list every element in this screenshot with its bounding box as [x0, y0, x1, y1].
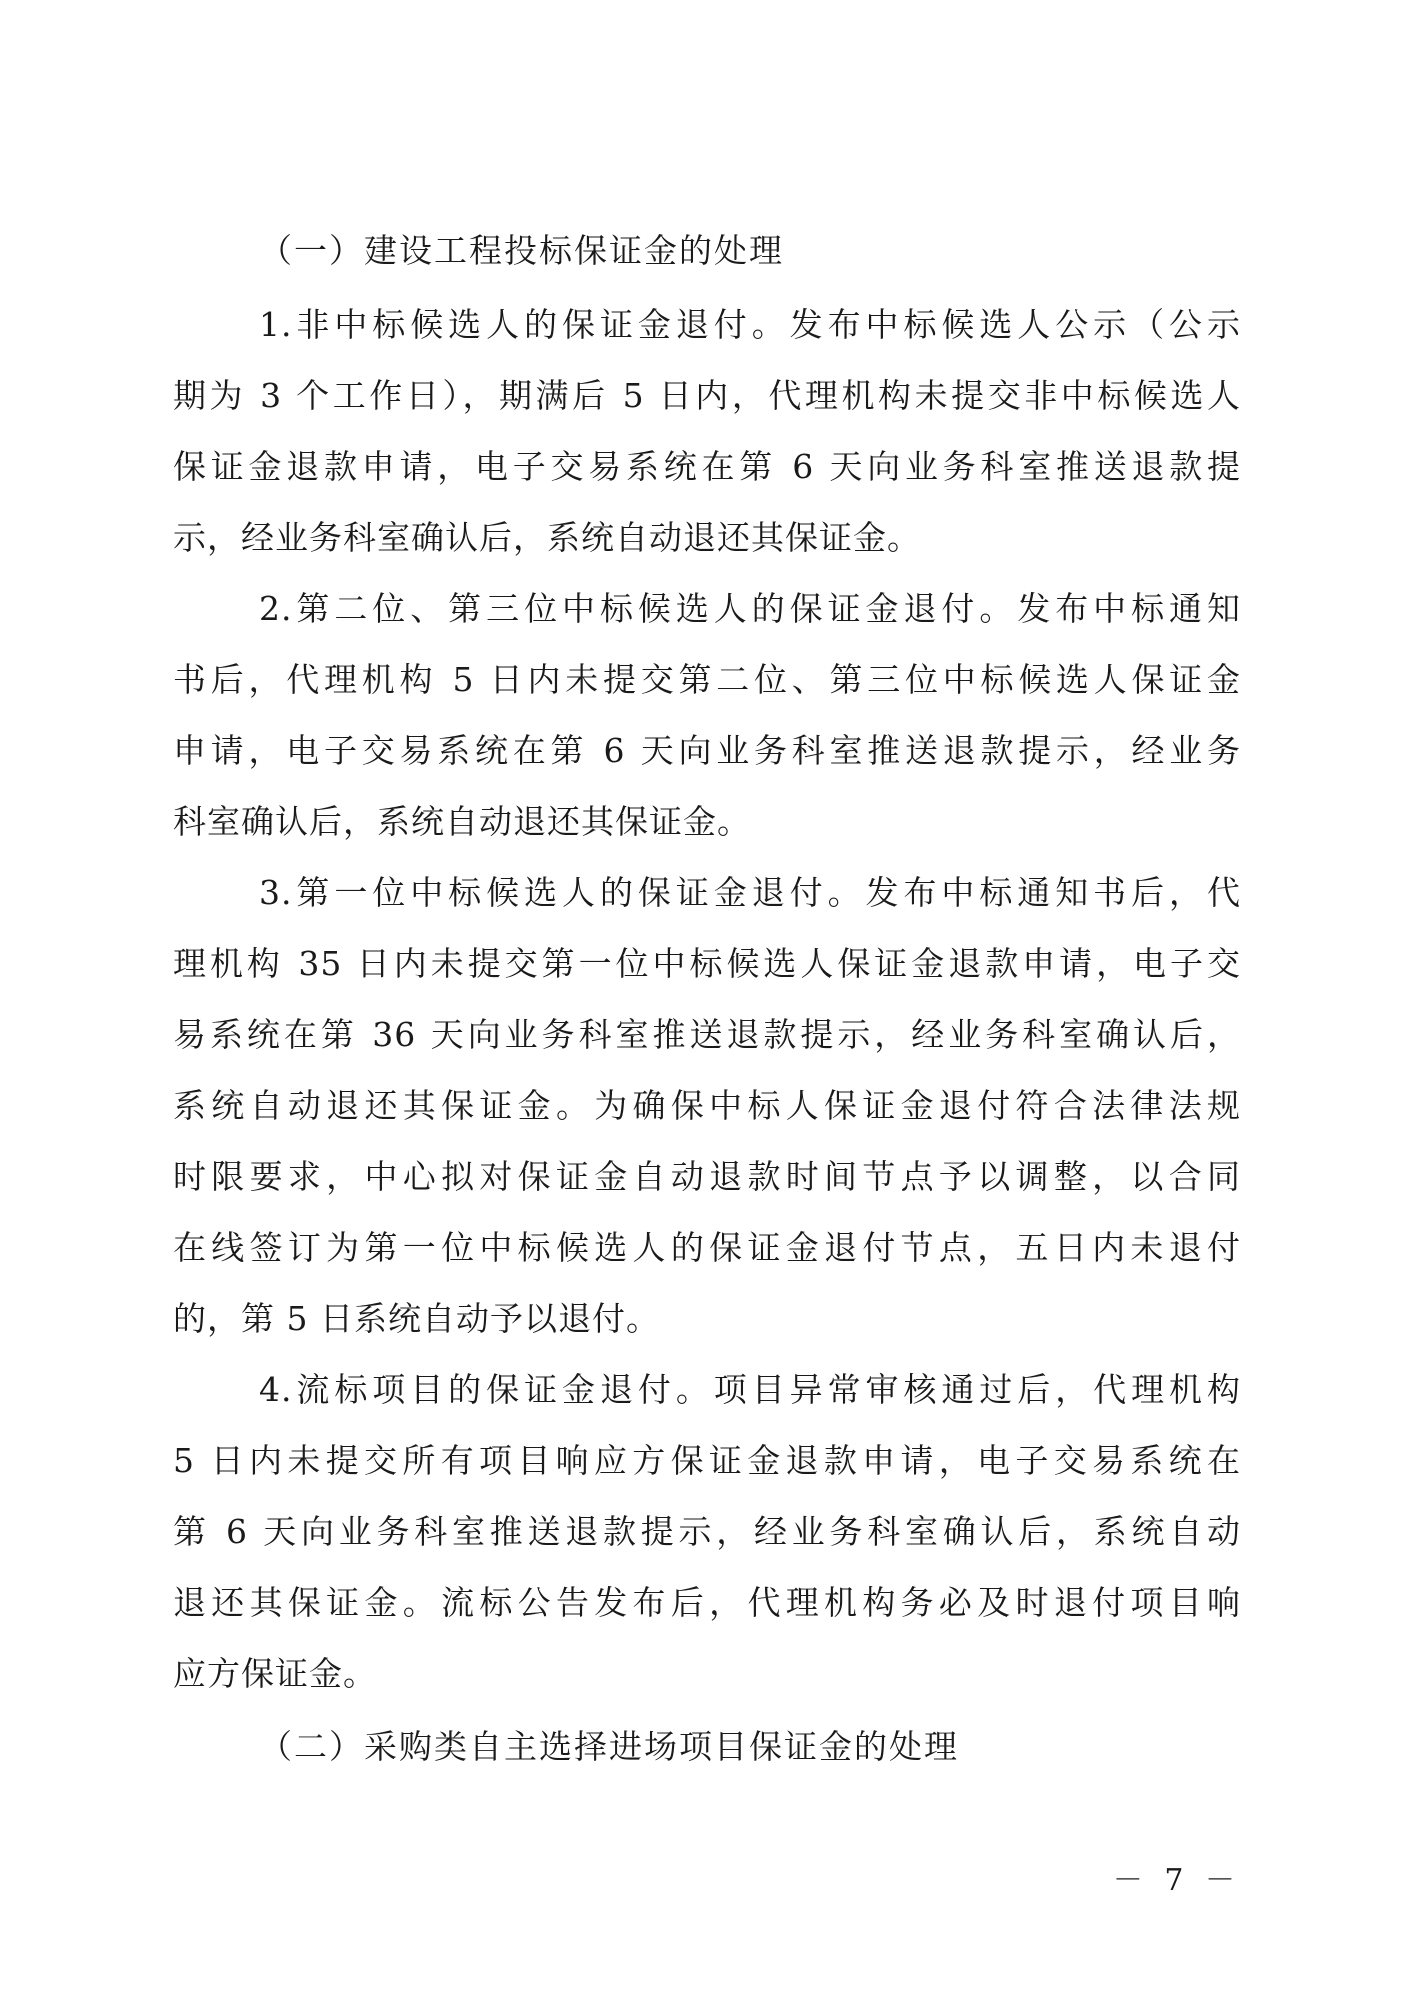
- section-heading-2: （二）采购类自主选择进场项目保证金的处理: [259, 1727, 959, 1766]
- paragraph-3-line: 的，第 5 日系统自动予以退付。: [173, 1299, 660, 1338]
- paragraph-2-line: 申请，电子交易系统在第 6 天向业务科室推送退款提示，经业务: [173, 731, 1241, 770]
- paragraph-3: [173, 857, 1241, 1354]
- section-heading-1: （一）建设工程投标保证金的处理: [259, 231, 784, 270]
- paragraph-2-line: 科室确认后，系统自动退还其保证金。: [173, 802, 751, 841]
- paragraph-4-line: 应方保证金。: [173, 1654, 377, 1693]
- paragraph-3-line: 时限要求，中心拟对保证金自动退款时间节点予以调整，以合同: [173, 1157, 1241, 1196]
- paragraph-4-line: 第 6 天向业务科室推送退款提示，经业务科室确认后，系统自动: [173, 1512, 1241, 1551]
- paragraph-1-line: 示，经业务科室确认后，系统自动退还其保证金。: [173, 518, 921, 557]
- paragraph-2-line: 2.第二位、第三位中标候选人的保证金退付。发布中标通知: [259, 589, 1241, 628]
- paragraph-3-line: 易系统在第 36 天向业务科室推送退款提示，经业务科室确认后，: [173, 1015, 1241, 1054]
- page-content: [173, 213, 1241, 1785]
- paragraph-3-line: 理机构 35 日内未提交第一位中标候选人保证金退款申请，电子交: [173, 944, 1241, 983]
- paragraph-4: [173, 1354, 1241, 1709]
- paragraph-2: [173, 573, 1241, 857]
- paragraph-4-line: 5 日内未提交所有项目响应方保证金退款申请，电子交易系统在: [173, 1441, 1241, 1480]
- paragraph-1-line: 1.非中标候选人的保证金退付。发布中标候选人公示（公示: [259, 305, 1241, 344]
- paragraph-4-line: 4.流标项目的保证金退付。项目异常审核通过后，代理机构: [259, 1370, 1241, 1409]
- paragraph-3-line: 3.第一位中标候选人的保证金退付。发布中标通知书后，代: [259, 873, 1241, 912]
- paragraph-4-line: 退还其保证金。流标公告发布后，代理机构务必及时退付项目响: [173, 1583, 1241, 1622]
- paragraph-3-line: 在线签订为第一位中标候选人的保证金退付节点，五日内未退付: [173, 1228, 1241, 1267]
- paragraph-1-line: 期为 3 个工作日），期满后 5 日内，代理机构未提交非中标候选人: [173, 376, 1241, 415]
- paragraph-1-line: 保证金退款申请，电子交易系统在第 6 天向业务科室推送退款提: [173, 447, 1241, 486]
- page-number: － 7 －: [1112, 1863, 1241, 1898]
- paragraph-3-line: 系统自动退还其保证金。为确保中标人保证金退付符合法律法规: [173, 1086, 1241, 1125]
- paragraph-2-line: 书后，代理机构 5 日内未提交第二位、第三位中标候选人保证金: [173, 660, 1241, 699]
- paragraph-1: [173, 289, 1241, 573]
